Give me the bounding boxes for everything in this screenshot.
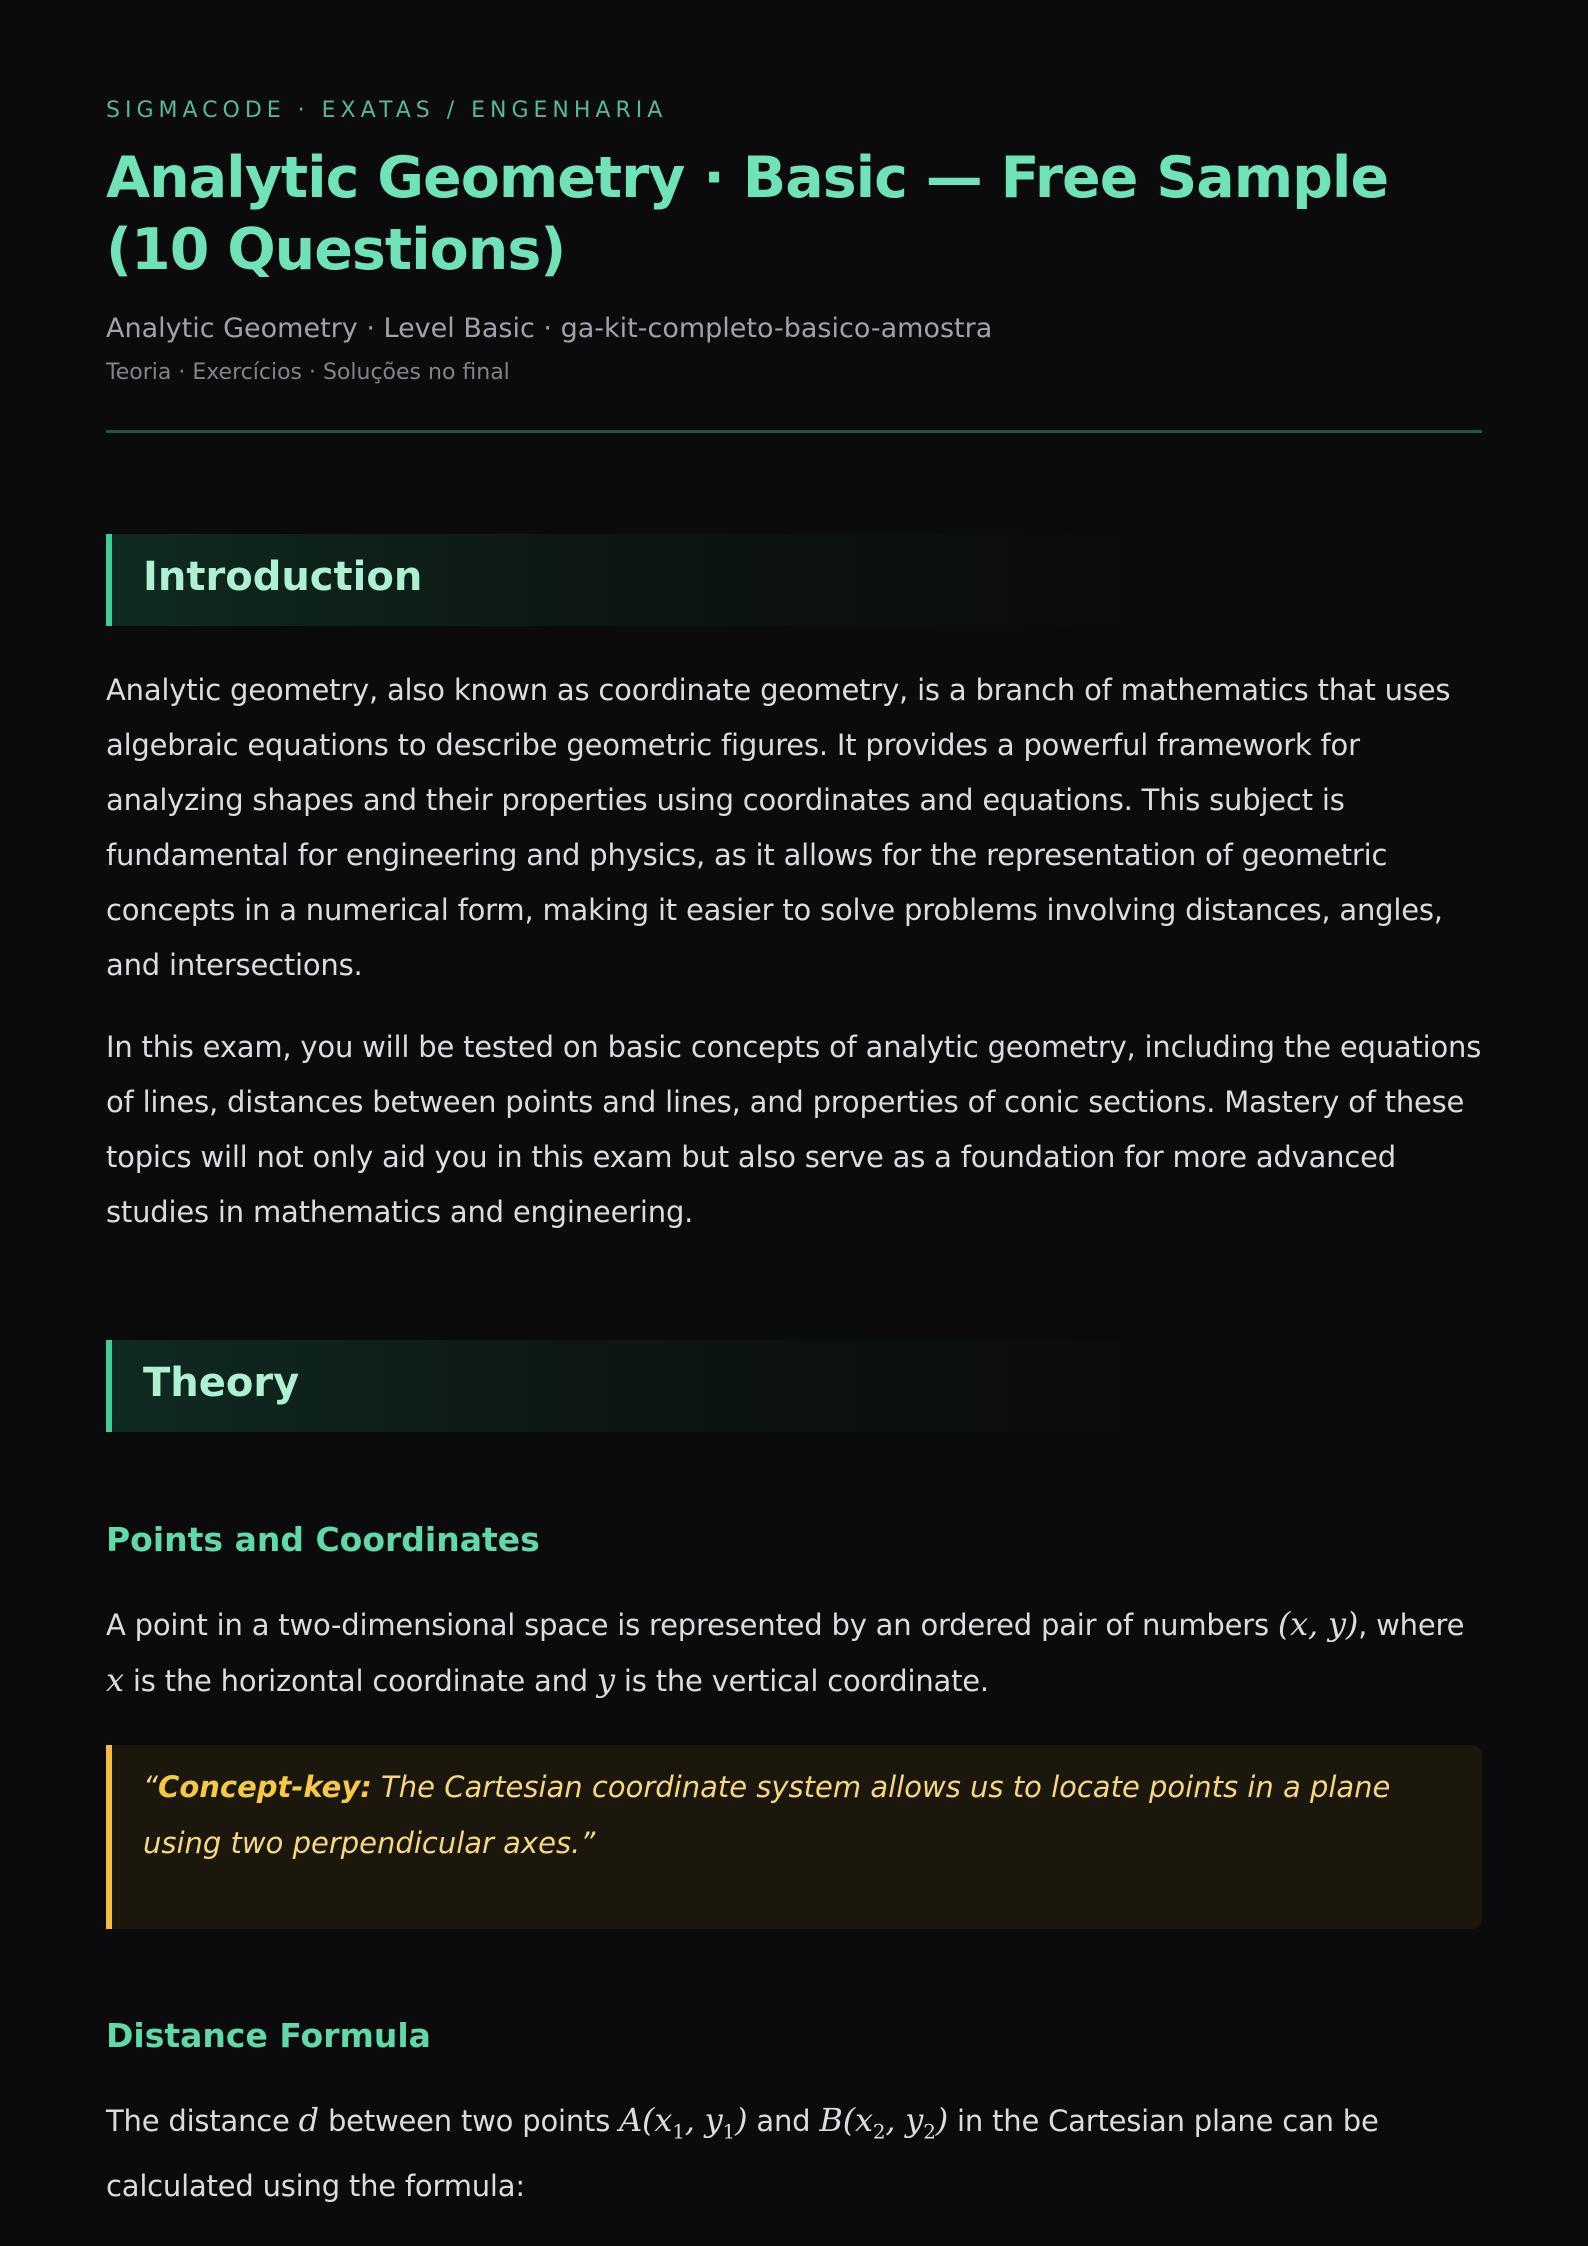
page-title: Analytic Geometry · Basic — Free Sample (10 Questions) (106, 145, 1389, 283)
math-point-a: $A(x_1$, $y_1$) (619, 2101, 748, 2144)
intro-paragraph-2: In this exam, you will be tested on basic concepts of analytic geometry, including the equations of lines, distances between points and lines, and properties of conic sections. Mastery of these topics will not only aid you in this exam but also serve as a foundation for more advanced studies in mathematics and engineering. (106, 1030, 1482, 1229)
distance-text: between two points (318, 2104, 620, 2138)
section-heading-theory-label: Theory (143, 1360, 300, 1406)
section-heading-introduction (106, 534, 1482, 626)
points-text: A point in a two-dimensional space is represented by an ordered pair of numbers (106, 1608, 1278, 1642)
math-y: y (597, 1661, 615, 1699)
distance-text: in the Cartesian plane can be calculated using the formula: (106, 2104, 1379, 2204)
distance-text: and (747, 2104, 820, 2138)
callout-open-quote: “ (143, 1770, 159, 1804)
section-heading-theory (106, 1340, 1482, 1432)
brand-kicker: SIGMACODE · EXATAS / ENGENHARIA (106, 98, 668, 123)
concept-key-body: The Cartesian coordinate system allows us to locate points in a plane using two perpendicular axes.” (143, 1770, 1391, 1860)
points-text: , where (1358, 1608, 1465, 1642)
concept-key-label: Concept-key: (158, 1770, 372, 1804)
points-text: is the vertical coordinate. (614, 1664, 989, 1698)
math-ordered-pair: (x, y) (1277, 1605, 1359, 1643)
subheading-points-and-coordinates: Points and Coordinates (106, 1520, 540, 1559)
points-text: is the horizontal coordinate and (123, 1664, 598, 1698)
concept-key-callout (106, 1745, 1482, 1929)
math-point-b: $B(x_2$, $y_2$) (819, 2101, 949, 2144)
concept-key-text (143, 1759, 1463, 1871)
distance-paragraph (106, 2093, 1482, 2214)
math-x: x (106, 1661, 124, 1699)
distance-text: The distance (106, 2104, 299, 2138)
subheading-distance-formula: Distance Formula (106, 2016, 431, 2055)
page-tagline: Teoria · Exercícios · Soluções no final (106, 360, 510, 385)
page-subtitle: Analytic Geometry · Level Basic · ga-kit-completo-basico-amostra (106, 313, 993, 344)
intro-paragraph-1: Analytic geometry, also known as coordinate geometry, is a branch of mathematics that uses algebraic equations to describe geometric figures. It provides a powerful framework for analyzing shapes and their properties using coordinates and equations. This subject is fundamental for engineering and physics, as it allows for the representation of geometric concepts in a numerical form, making it easier to solve problems involving distances, angles, and intersections. (106, 673, 1451, 982)
section-heading-introduction-label: Introduction (143, 554, 423, 600)
math-d: d (298, 2101, 319, 2139)
points-paragraph (106, 1597, 1482, 1709)
header-divider (106, 430, 1482, 433)
